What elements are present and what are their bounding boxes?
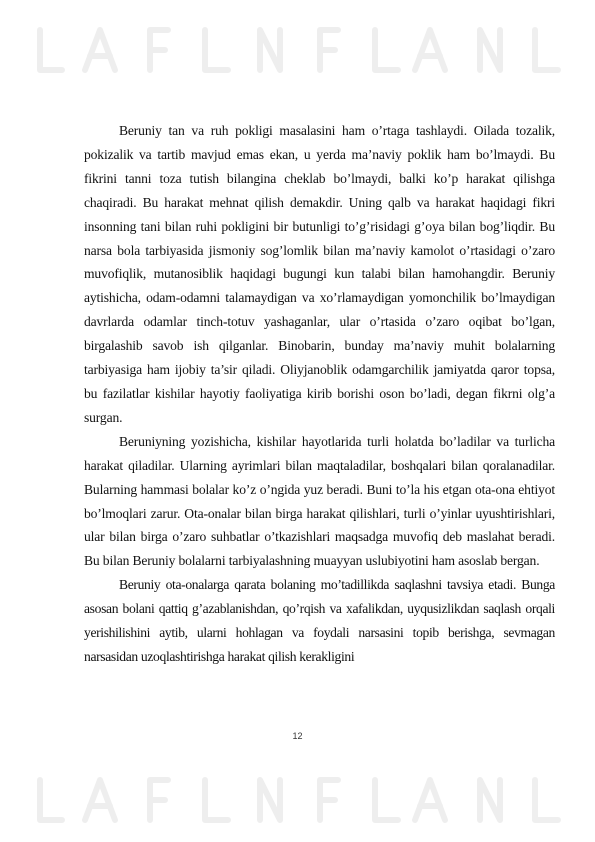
paragraph-1: Beruniy tan va ruh pokligi masalasini ham o’rtaga tashlaydi. Oilada tozalik, pokizalik va tartib mavjud emas ekan, u yerda ma’naviy poklik ham bo’lmaydi. Bu fikrini tanni toza tutish bilangina cheklab bo’lmaydi, balki ko’p harakat qilishga chaqiradi. Bu harakat mehnat qilish demakdir. Uning qalb va harakat haqidagi fikri insonning tani bilan ruhi pokligini bir butunligi to’g’risidagi g’oya bilan bog’liqdir. Bu narsa bola tarbiyasida jismoniy sog’lomlik bilan ma’naviy kamolot o’rtasidagi o’zaro muvofiqlik, mutanosiblik haqidagi bugungi kun talabi bilan hamohangdir. Beruniy aytishicha, odam-odamni talamaydigan va xo’rlamaydigan yomonchilik bo’lmaydigan davrlarda odamlar tinch-totuv yashaganlar, ular o’rtasida o’zaro oqibat bo’lgan, birgalashib savob ish qilganlar. Binobarin, bunday ma’naviy muhit bolalarning tarbiyasiga ham ijobiy ta’sir qiladi. Oliyjanoblik odamgarchilik jamiyatda qaror topsa, bu fazilatlar kishilar hayotiy faoliyatiga kirib borishi oson bo’ladi, degan fikrni olg’a surgan. bbox=[84, 123, 555, 425]
paragraph-3: Beruniy ota-onalarga qarata bolaning mo’tadillikda saqlashni tavsiya etadi. Bunga asosan bolani qattiq g’azablanishdan, qo’rqish va xafalikdan, uyqusizlikdan saqlash orqali yerishilishini aytib, ularni hohlagan va foydali narsasini topib berishga, sevmagan narsasidan uzoqlashtirishga harakat qilish kerakligini bbox=[84, 577, 555, 664]
page-number: 12 bbox=[292, 731, 303, 741]
document-body bbox=[84, 119, 555, 669]
paragraph-2: Beruniyning yozishicha, kishilar hayotlarida turli holatda bo’ladilar va turlicha harakat qiladilar. Ularning ayrimlari bilan maqtaladilar, boshqalari bilan qoralanadilar. Bularning hammasi bolalar ko’z o’ngida yuz beradi. Buni to’la his etgan ota-ona ehtiyot bo’lmoqlari zarur. Ota-onalar bilan birga harakat qilishlari, turli o’yinlar uyushtirishlari, ular bilan birga o’zaro suhbatlar o’tkazishlari maqsadga muvofiq deb maslahat beradi. Bu bilan Beruniy bolalarni tarbiyalashning muayyan uslubiyotini ham asoslab bergan. bbox=[84, 433, 555, 569]
